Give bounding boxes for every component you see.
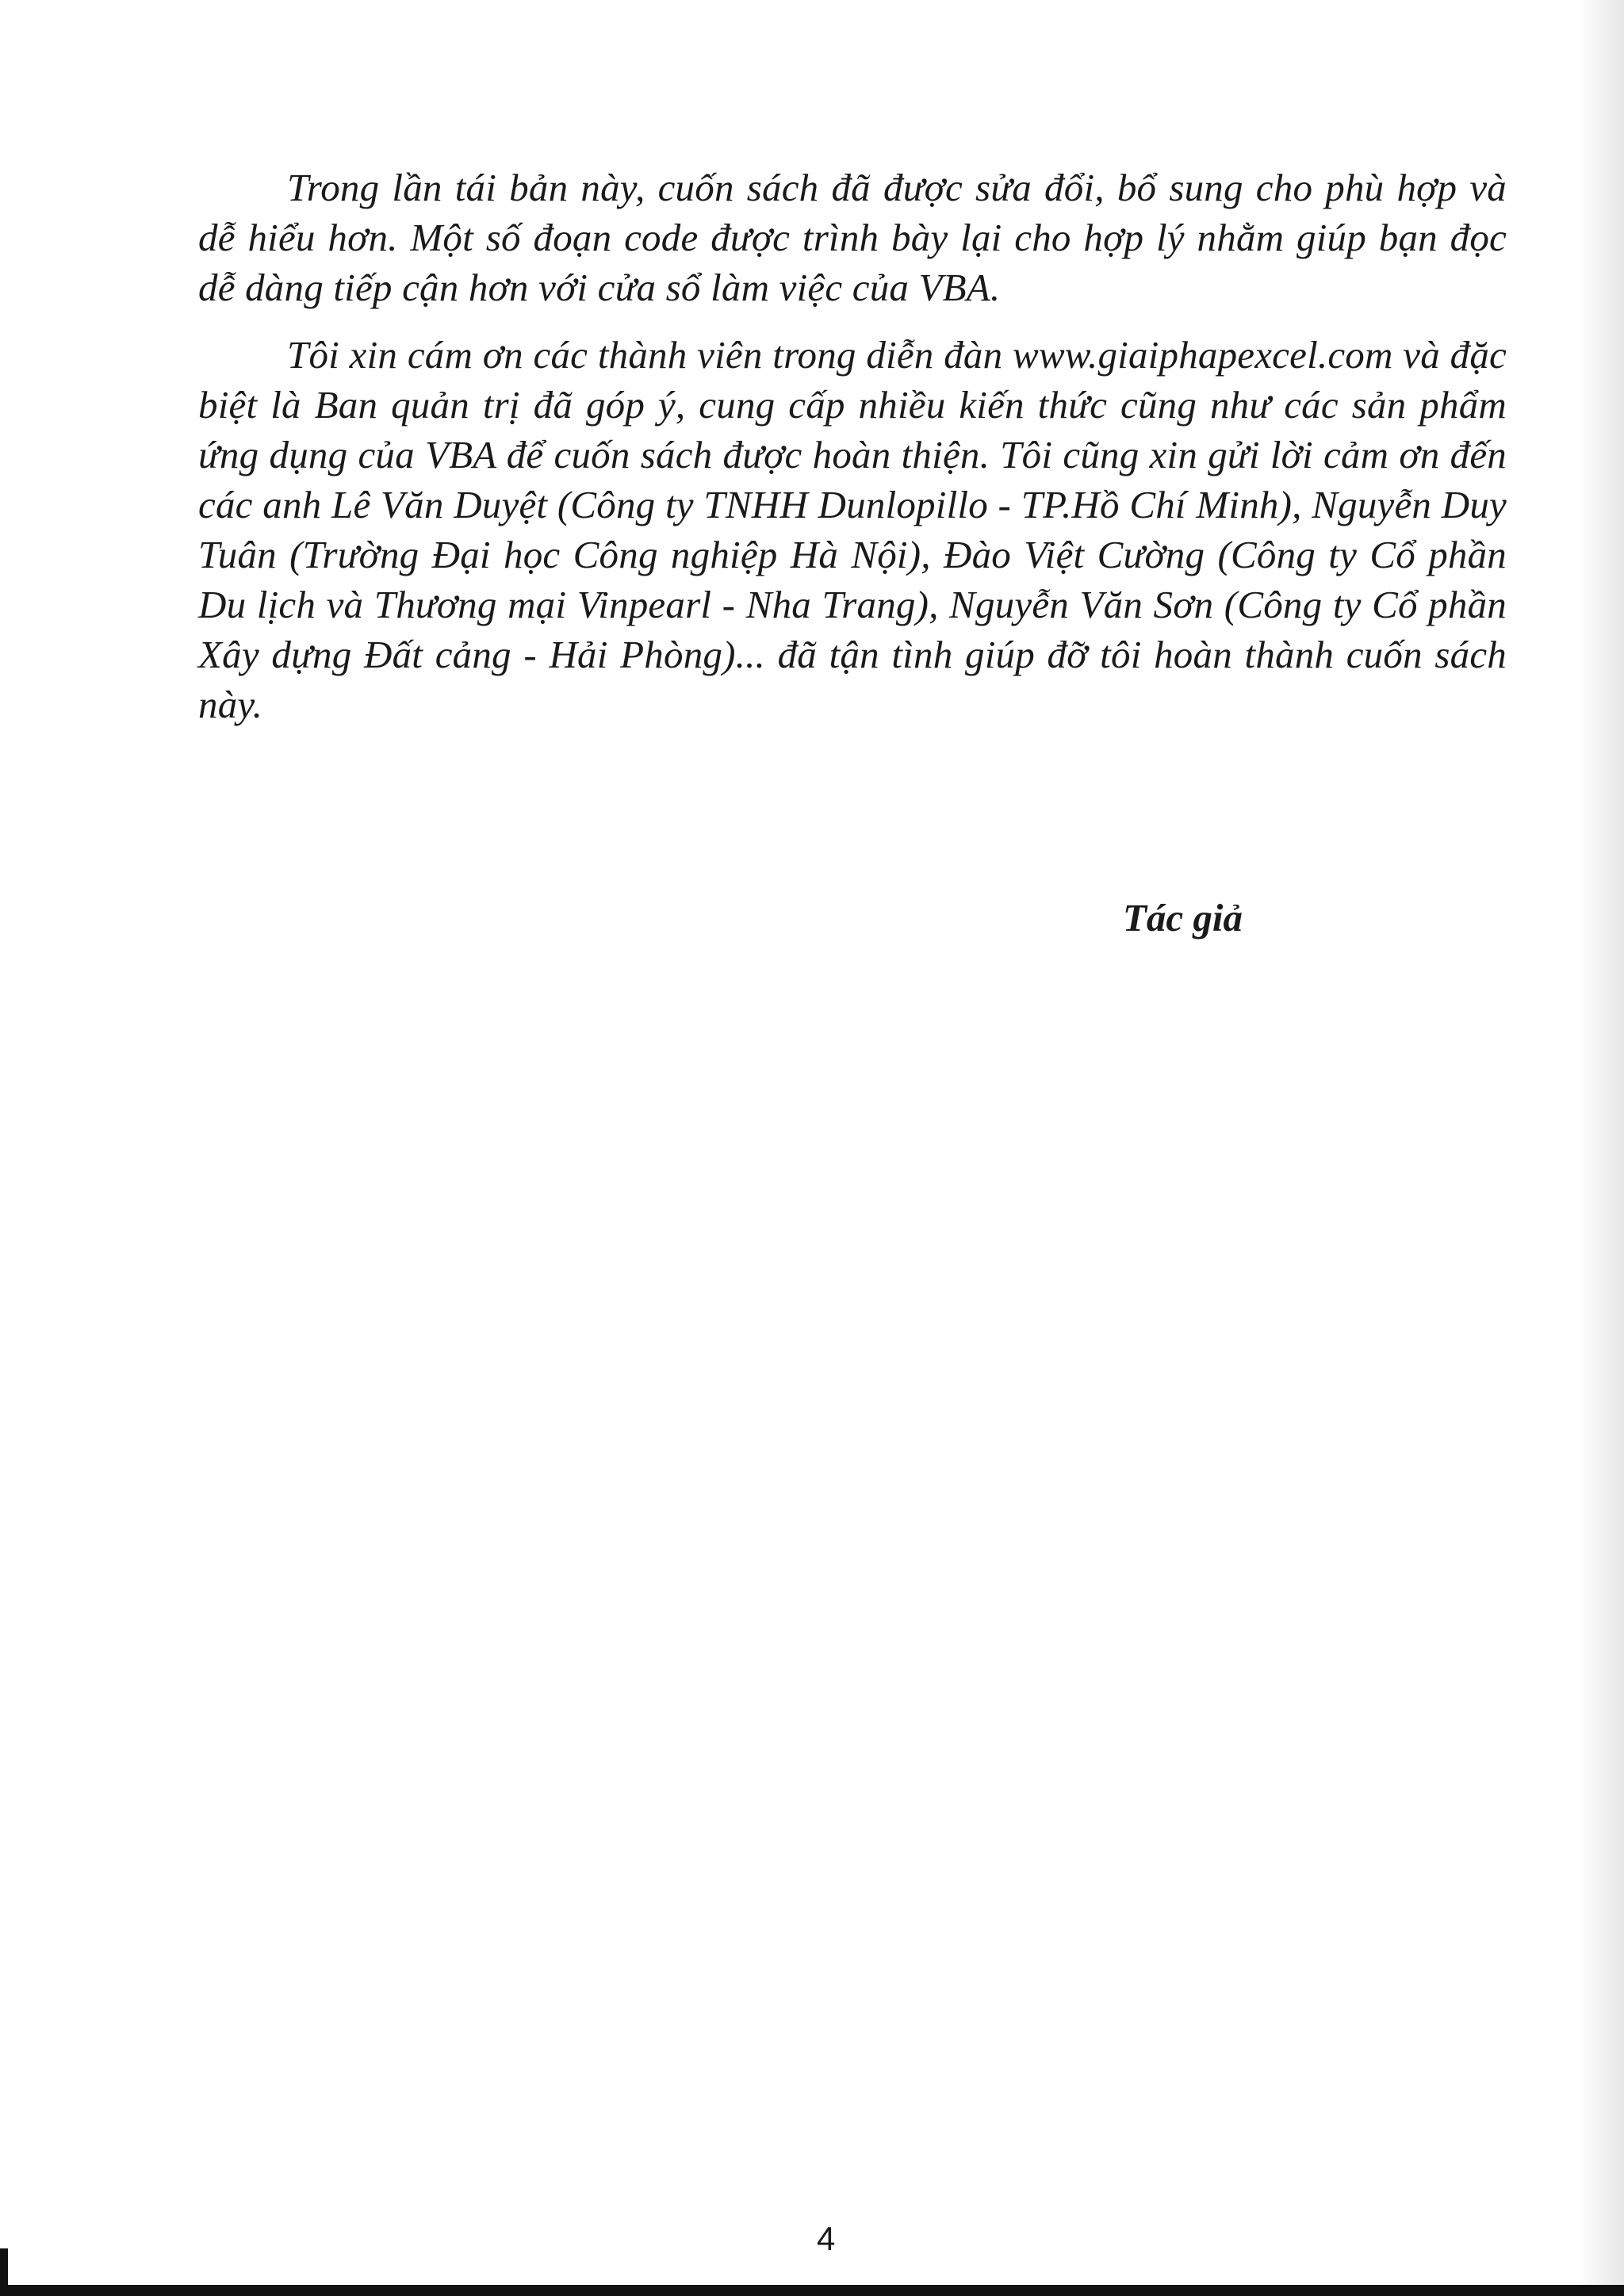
scan-edge-bottom [0, 2285, 1624, 2296]
scan-edge-corner [0, 2248, 8, 2296]
paragraph-acknowledgements: Tôi xin cám ơn các thành viên trong diễn đàn www.giaiphapexcel.com và đặc biệt là Ban quản trị đã góp ý, cung cấp nhiều kiến thức cũng như các sản phẩm ứng dụng của VBA để cuốn sách được hoàn thiện. Tôi cũng xin gửi lời cảm ơn đến các anh Lê Văn Duyệt (Công ty TNHH Dunlopillo - TP.Hồ Chí Minh), Nguyễn Duy Tuân (Trường Đại học Công nghiệp Hà Nội), Đào Việt Cường (Công ty Cổ phần Du lịch và Thương mại Vinpearl - Nha Trang), Nguyễn Văn Sơn (Công ty Cổ phần Xây dựng Đất cảng - Hải Phòng)... đã tận tình giúp đỡ tôi hoàn thành cuốn sách này. [198, 333, 1507, 726]
page-number: 4 [817, 2220, 836, 2257]
paragraph-reprint-note: Trong lần tái bản này, cuốn sách đã được sửa đổi, bổ sung cho phù hợp và dễ hiểu hơn. Một số đoạn code được trình bày lại cho hợp lý nhằm giúp bạn đọc dễ dàng tiếp cận hơn với cửa sổ làm việc của VBA. [198, 166, 1507, 309]
scan-edge-right [1580, 0, 1624, 2296]
body-text [198, 163, 1507, 747]
author-signature: Tác giả [1123, 896, 1243, 939]
